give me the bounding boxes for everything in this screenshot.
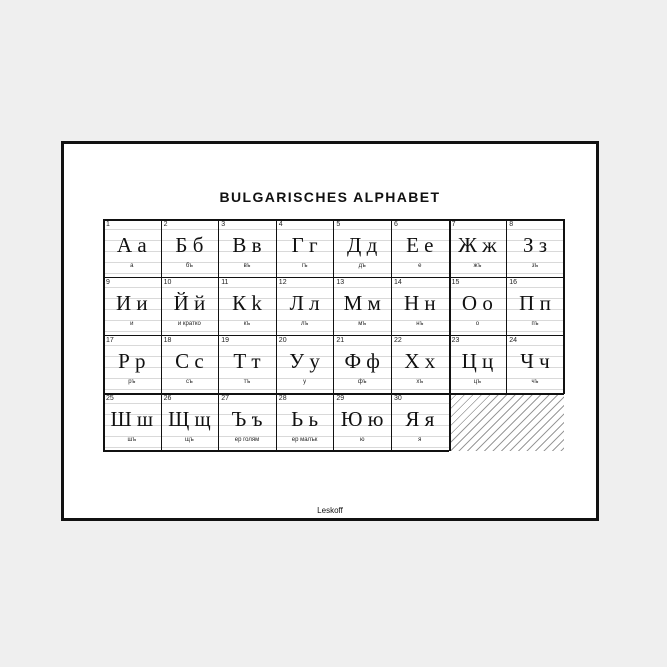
letter-glyph: Х х	[404, 349, 436, 373]
letter-name: въ	[243, 263, 251, 269]
letter-number: 19	[221, 337, 229, 344]
letter-name: бъ	[185, 263, 193, 269]
letter-name: жъ	[473, 263, 482, 269]
grid-vertical-line	[276, 219, 277, 451]
letter-number: 28	[278, 395, 287, 402]
letter-number: 4	[278, 221, 283, 228]
letter-cell	[506, 219, 564, 277]
letter-cell	[161, 277, 219, 335]
letter-cell	[449, 335, 507, 393]
letter-name: пъ	[531, 321, 539, 327]
letter-name: фъ	[357, 379, 367, 385]
letter-name: ръ	[128, 379, 136, 385]
letter-number: 21	[336, 337, 345, 344]
letter-name: я	[418, 437, 422, 443]
letter-cell	[391, 277, 449, 335]
grid-vertical-line	[333, 219, 334, 451]
letter-number: 1	[106, 221, 110, 228]
letter-cell	[161, 219, 219, 277]
letter-cell	[103, 219, 161, 277]
letter-number: 17	[106, 337, 114, 344]
letter-cell	[218, 393, 276, 451]
letter-number: 20	[278, 337, 287, 344]
letter-cell	[218, 277, 276, 335]
letter-name: у	[303, 379, 307, 385]
letter-glyph: С с	[175, 349, 204, 373]
letter-glyph: У у	[289, 349, 320, 373]
letter-name: зъ	[531, 263, 539, 269]
letter-cell	[161, 393, 219, 451]
letter-glyph: Ь ь	[291, 407, 319, 431]
letter-glyph: В в	[232, 233, 262, 257]
letter-cell	[276, 219, 334, 277]
letter-cell	[391, 393, 449, 451]
letter-cell	[449, 219, 507, 277]
poster-title: BULGARISCHES ALPHABET	[219, 189, 441, 205]
letter-number: 15	[451, 279, 460, 286]
letter-name: ер голям	[234, 437, 260, 443]
letter-cell	[391, 219, 449, 277]
letter-name: дъ	[358, 263, 366, 269]
letter-glyph: А а	[116, 233, 147, 257]
letter-glyph: Ъ ъ	[231, 407, 263, 431]
grid-vertical-line	[506, 219, 507, 393]
letter-number: 24	[509, 337, 517, 344]
letter-glyph: Ц ц	[461, 349, 494, 373]
letter-number: 27	[221, 395, 229, 402]
letter-number: 14	[394, 279, 402, 286]
letter-number: 9	[106, 279, 110, 286]
letter-name: тъ	[243, 379, 251, 385]
letter-name: гъ	[301, 263, 308, 269]
letter-name: шъ	[127, 437, 137, 443]
letter-cell	[276, 335, 334, 393]
letter-name: щъ	[185, 437, 194, 443]
letter-cell	[103, 393, 161, 451]
letter-name: ю	[359, 437, 365, 443]
letter-number: 18	[163, 337, 172, 344]
alphabet-poster	[61, 141, 599, 521]
letter-name: нъ	[416, 321, 424, 327]
letter-number: 29	[336, 395, 345, 402]
letter-glyph: Ф ф	[344, 349, 380, 373]
letter-cell	[333, 219, 391, 277]
letter-number: 3	[221, 221, 226, 228]
letter-cell	[449, 277, 507, 335]
letter-cell	[161, 335, 219, 393]
letter-name: и кратко	[177, 321, 201, 327]
grid-vertical-line	[161, 219, 162, 451]
letter-number: 5	[336, 221, 341, 228]
letter-number: 10	[163, 279, 172, 286]
letter-number: 13	[336, 279, 345, 286]
letter-name: а	[130, 263, 134, 269]
letter-name: хъ	[416, 379, 424, 385]
grid-vertical-line	[218, 219, 219, 451]
letter-name: цъ	[473, 379, 481, 385]
letter-number: 11	[221, 279, 229, 286]
letter-glyph: Е е	[406, 233, 434, 257]
letter-cell	[391, 335, 449, 393]
letter-number: 25	[106, 395, 114, 402]
letter-number: 6	[394, 221, 398, 228]
letter-cell	[333, 277, 391, 335]
letter-cell	[333, 393, 391, 451]
letter-glyph: К k	[232, 291, 262, 315]
letter-name: ер малък	[291, 437, 318, 443]
letter-number: 16	[509, 279, 517, 286]
letter-cell	[103, 335, 161, 393]
letter-glyph: О о	[461, 291, 493, 315]
letter-cell	[103, 277, 161, 335]
letter-glyph: Й й	[173, 291, 206, 315]
letter-name: къ	[243, 321, 251, 327]
brand-label: Leskoff	[317, 506, 343, 515]
letter-name: лъ	[300, 321, 309, 327]
letter-cell	[506, 277, 564, 335]
letter-name: мъ	[358, 321, 367, 327]
letter-number: 23	[451, 337, 460, 344]
letter-glyph: Ш ш	[110, 407, 154, 431]
letter-glyph: М м	[343, 291, 381, 315]
grid-vertical-line	[103, 219, 105, 451]
letter-cell	[218, 335, 276, 393]
letter-glyph: Д д	[347, 233, 378, 257]
letter-glyph: Щ щ	[168, 407, 211, 431]
grid-vertical-line	[391, 219, 392, 451]
letter-number: 8	[509, 221, 514, 228]
grid-vertical-line	[563, 219, 565, 394]
letter-number: 22	[394, 337, 402, 344]
letter-glyph: Ж ж	[458, 233, 497, 257]
letter-name: съ	[186, 379, 193, 385]
letter-glyph: Г г	[291, 233, 318, 257]
letter-name: и	[130, 321, 134, 327]
letter-number: 7	[451, 221, 456, 228]
hatched-empty-area	[450, 393, 564, 451]
letter-glyph: Н н	[403, 291, 436, 315]
letter-number: 2	[163, 221, 168, 228]
letter-glyph: Р р	[118, 349, 146, 373]
letter-glyph: Б б	[175, 233, 204, 257]
letter-glyph: Я я	[405, 407, 435, 431]
letter-name: чъ	[531, 379, 539, 385]
letter-glyph: И и	[115, 291, 148, 315]
alphabet-grid	[103, 219, 564, 451]
grid-vertical-line	[449, 219, 451, 451]
letter-glyph: З з	[522, 233, 548, 257]
letter-glyph: П п	[519, 291, 551, 315]
letter-glyph: Л л	[289, 291, 320, 315]
letter-name: е	[418, 263, 422, 269]
letter-number: 26	[163, 395, 172, 402]
letter-cell	[218, 219, 276, 277]
letter-glyph: Т т	[233, 349, 261, 373]
letter-number: 30	[394, 395, 402, 402]
letter-number: 12	[278, 279, 287, 286]
letter-cell	[276, 277, 334, 335]
letter-cell	[333, 335, 391, 393]
letter-name: о	[475, 321, 480, 327]
letter-cell	[276, 393, 334, 451]
letter-glyph: Ю ю	[340, 407, 384, 431]
letter-cell	[506, 335, 564, 393]
letter-glyph: Ч ч	[520, 349, 550, 373]
